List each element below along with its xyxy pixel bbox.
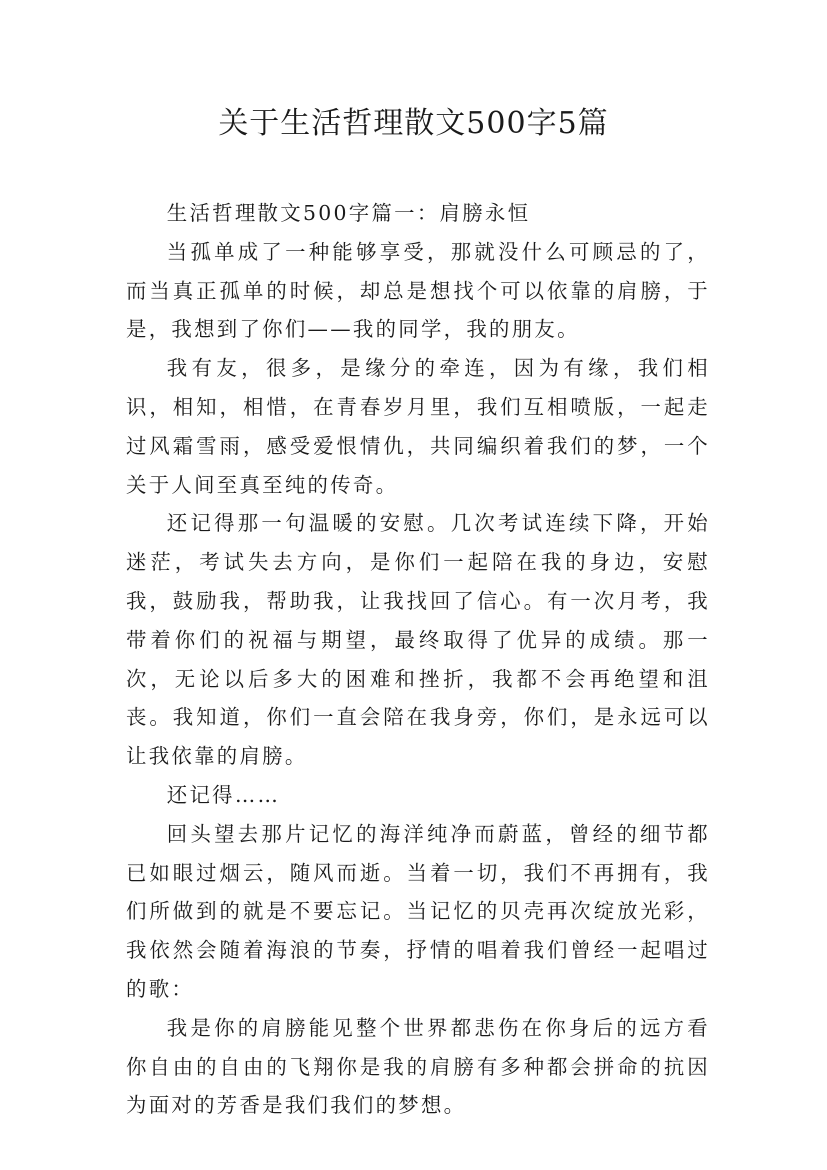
- paragraph: 还记得……: [166, 782, 281, 807]
- section-heading: 生活哲理散文500字篇一：肩膀永恒: [166, 201, 531, 225]
- paragraph: 我有友，很多，是缘分的牵连，因为有缘，我们相识，相知，相惜，在青春岁月里，我们互相喷版，一起走过风霜雪雨，感受爱恨情仇，共同编织着我们的梦，一个关于人间至真至纯的传奇。: [126, 356, 710, 497]
- paragraph: 我是你的肩膀能见整个世界都悲伤在你身后的远方看你自由的自由的飞翔你是我的肩膀有多种都会拼命的抗因为面对的芳香是我们我们的梦想。: [126, 1015, 710, 1118]
- paragraph: 当孤单成了一种能够享受，那就没什么可顾忌的了，而当真正孤单的时候，却总是想找个可以依靠的肩膀，于是，我想到了你们——我的同学，我的朋友。: [126, 239, 710, 342]
- document-title: 关于生活哲理散文500字5篇: [218, 106, 609, 141]
- paragraph: 回头望去那片记忆的海洋纯净而蔚蓝，曾经的细节都已如眼过烟云，随风而逝。当着一切，我们不再拥有，我们所做到的就是不要忘记。当记忆的贝壳再次绽放光彩，我依然会随着海浪的节奏，抒情的唱着我们曾经一起唱过的歌：: [126, 821, 710, 1001]
- paragraph: 还记得那一句温暖的安慰。几次考试连续下降，开始迷茫，考试失去方向，是你们一起陪在我的身边，安慰我，鼓励我，帮助我，让我找回了信心。有一次月考，我带着你们的祝福与期望，最终取得了优异的成绩。那一次，无论以后多大的困难和挫折，我都不会再绝望和沮丧。我知道，你们一直会陪在我身旁，你们，是永远可以让我依靠的肩膀。: [126, 511, 710, 769]
- document-body: [126, 194, 710, 1125]
